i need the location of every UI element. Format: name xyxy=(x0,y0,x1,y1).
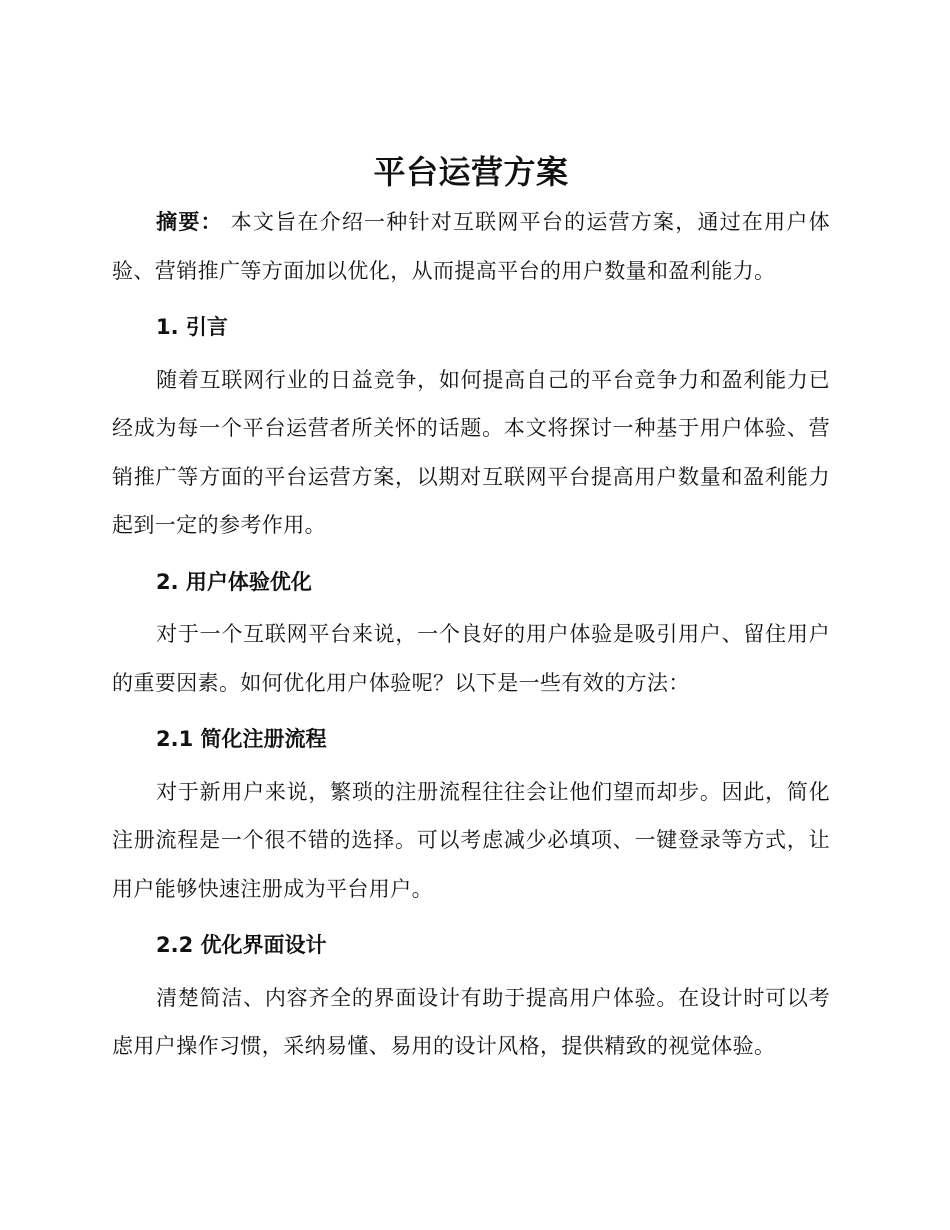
abstract-label: 摘要： xyxy=(156,210,223,234)
section-paragraph-introduction: 随着互联网行业的日益竞争，如何提高自己的平台竞争力和盈利能力已经成为每一个平台运营者所关怀的话题。本文将探讨一种基于用户体验、营销推广等方面的平台运营方案，以期对互联网平台提高用户数量和盈利能力起到一定的参考作用。 xyxy=(112,367,830,537)
document-title: 平台运营方案 xyxy=(373,153,569,191)
section-heading-ux-optimization: 2. 用户体验优化 xyxy=(156,569,312,594)
section-heading-optimize-interface: 2.2 优化界面设计 xyxy=(156,933,327,957)
abstract-text: 本文旨在介绍一种针对互联网平台的运营方案，通过在用户体验、营销推广等方面加以优化，从而提高平台的用户数量和盈利能力。 xyxy=(112,210,830,283)
section-paragraph-optimize-interface: 清楚简洁、内容齐全的界面设计有助于提高用户体验。在设计时可以考虑用户操作习惯，采纳易懂、易用的设计风格，提供精致的视觉体验。 xyxy=(112,985,830,1058)
section-paragraph-ux-optimization: 对于一个互联网平台来说，一个良好的用户体验是吸引用户、留住用户的重要因素。如何优化用户体验呢？以下是一些有效的方法： xyxy=(112,622,830,695)
section-heading-introduction: 1. 引言 xyxy=(156,315,228,339)
document-page xyxy=(112,150,830,1071)
section-paragraph-simplify-registration: 对于新用户来说，繁琐的注册流程往往会让他们望而却步。因此，简化注册流程是一个很不错的选择。可以考虑减少必填项、一键登录等方式，让用户能够快速注册成为平台用户。 xyxy=(112,779,830,901)
section-heading-simplify-registration: 2.1 简化注册流程 xyxy=(156,727,327,751)
abstract-paragraph xyxy=(112,198,830,295)
